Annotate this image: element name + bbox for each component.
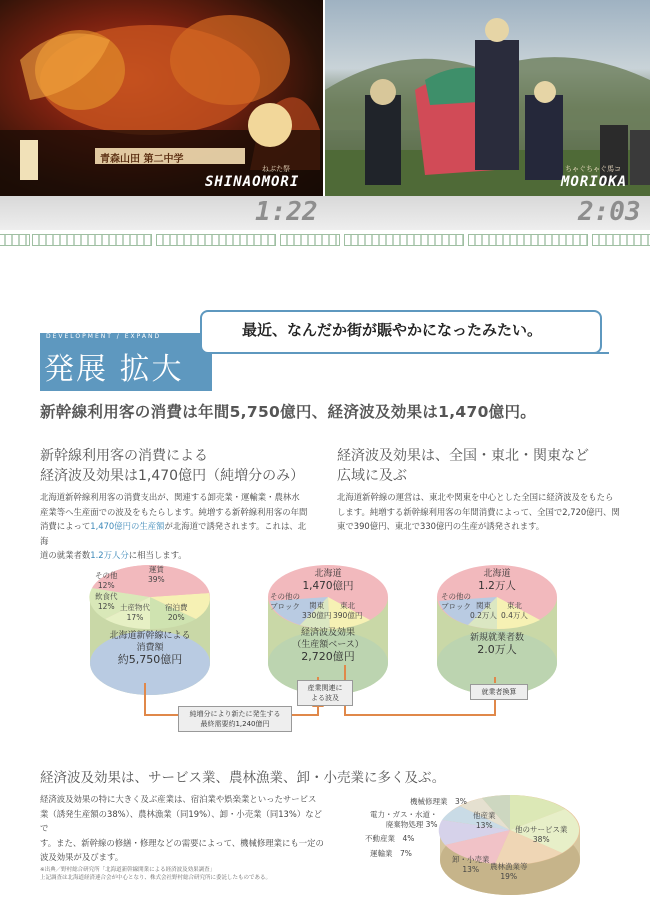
right-column-title — [337, 446, 589, 486]
highlight-text: 1,470億円の生産額 — [90, 521, 165, 531]
pie-center-effect — [283, 627, 373, 663]
photo-nebuta-festival — [0, 0, 323, 196]
divider-line — [212, 352, 609, 354]
pie-label-kanto — [302, 601, 331, 621]
travel-time-band — [0, 196, 650, 230]
pie-top-hokkaido — [467, 568, 527, 592]
label-text: 北海道 — [483, 569, 511, 579]
label-value: 1,470億円 — [302, 580, 354, 592]
tag-text: 純増分により新たに発生する — [189, 710, 281, 718]
pie-center-employment — [457, 632, 537, 656]
label-text: 廃棄物処理 — [385, 820, 424, 829]
pie-industry — [420, 790, 600, 910]
body-text: に相当します。 — [128, 550, 187, 560]
label-value: 12% — [97, 581, 115, 590]
body-line — [40, 519, 310, 548]
label-text: 土産物代 — [120, 603, 150, 612]
label-value: 20% — [167, 613, 185, 622]
label-value: 7% — [400, 849, 412, 858]
label-text: その他の — [441, 592, 471, 601]
label-text: 機械修理業 — [410, 797, 448, 806]
pie4-label-retail — [452, 855, 490, 875]
train-rail-decoration — [0, 234, 650, 248]
section-badge-title: 発展 拡大 — [44, 352, 184, 387]
body-text: 道の就業者数 — [40, 550, 91, 560]
pie-label-other-blocks — [270, 592, 300, 612]
title-line: 経済波及効果は1,470億円（純増分のみ） — [40, 468, 305, 484]
label-text: 飲食代 — [95, 592, 118, 601]
section-badge-english: DEVELOPMENT / EXPAND — [46, 333, 162, 340]
label-text: 運賃 — [148, 565, 164, 574]
label-value: 12% — [97, 602, 115, 611]
pie-label-tohoku — [333, 601, 362, 621]
pie-label-other-blocks — [441, 592, 471, 612]
city-name-label: MORIOKA — [561, 174, 628, 190]
bottom-headline: 経済波及効果は、サービス業、農林漁業、卸・小売業に多く及ぶ。 — [40, 770, 446, 786]
label-text: その他の — [270, 592, 300, 601]
flow-tag-employment-conversion: 就業者換算 — [470, 684, 528, 700]
pie4-label-real-estate — [365, 834, 414, 844]
center-text: 経済波及効果 — [300, 628, 355, 638]
body-line: 東で390億円、東北で330億円の生産が誘発されます。 — [337, 521, 545, 531]
label-text: 東北 — [340, 601, 356, 610]
label-value: 3% — [455, 797, 467, 806]
pie4-label-machine — [410, 797, 467, 807]
travel-time-aomori: 1:22 — [255, 197, 318, 227]
center-value: 約5,750億円 — [117, 653, 183, 666]
label-value: 19% — [500, 872, 518, 881]
label-text: ブロック — [441, 602, 471, 611]
body-line: します。純増する新幹線利用客の年間消費によって、全国で2,720億円、関 — [337, 506, 620, 517]
label-value: 4% — [402, 834, 415, 843]
title-line: 新幹線利用客の消費による — [40, 448, 208, 464]
pie-label-kanto — [470, 601, 497, 621]
label-text: 運輸業 — [370, 849, 393, 858]
body-line: 産業等へ生産面での波及をもたらします。純増する新幹線利用客の年間 — [40, 506, 308, 517]
source-note — [40, 866, 271, 882]
city-name-label: SHINAOMORI — [205, 174, 300, 190]
photo-banner-text: 青森山田 第二中学 — [100, 154, 184, 165]
label-value: 13% — [462, 865, 480, 874]
note-line: ※出典／野村総合研究所「北海道新幹線開業による経済波及効果調査」 — [40, 867, 216, 873]
pie-label-food — [95, 592, 118, 612]
center-value: 2,720億円 — [301, 650, 355, 663]
label-value: 38% — [532, 835, 550, 844]
center-value: 2.0万人 — [477, 643, 517, 656]
label-text: 宿泊費 — [165, 603, 188, 612]
body-line: 業（誘発生産額の38%）、農林漁業（同19%）、卸・小売業（同13%）などで — [40, 808, 322, 833]
left-column-body — [40, 490, 310, 563]
right-column-body — [337, 490, 627, 534]
pie4-label-other-services — [515, 825, 568, 845]
section-headline: 新幹線利用客の消費は年間5,750億円、経済波及効果は1,470億円。 — [40, 403, 537, 421]
label-text: 卸・小売業 — [452, 855, 490, 864]
label-text: 関東 — [309, 601, 325, 610]
pie4-label-utilities — [370, 810, 438, 830]
pie4-label-transport — [370, 849, 412, 859]
label-text: 他産業 — [473, 811, 496, 820]
label-text: 他のサービス業 — [515, 825, 568, 834]
label-value: 39% — [148, 575, 165, 584]
body-line: 北海道新幹線利用客の消費支出が、関連する卸売業・運輸業・農林水 — [40, 492, 300, 502]
pie4-label-agriculture — [490, 862, 528, 882]
body-line: 経済波及効果の特に大きく及ぶ産業は、宿泊業や娯楽業といったサービス — [40, 794, 317, 804]
label-text: その他 — [95, 571, 118, 580]
pie-label-transport — [148, 565, 165, 585]
bottom-body — [40, 792, 330, 865]
tag-text: よる波及 — [311, 694, 339, 702]
label-value: 17% — [126, 613, 144, 622]
city-subtitle: ねぶた祭 — [262, 165, 290, 173]
flow-tag-final-demand — [178, 706, 292, 732]
center-text: 新規就業者数 — [469, 633, 524, 643]
label-text: 農林漁業等 — [490, 862, 528, 871]
pie-label-tohoku — [501, 601, 528, 621]
pie-label-other — [95, 571, 118, 591]
pie4-label-other-industry — [473, 811, 496, 831]
center-text: （生産額ベース） — [292, 640, 364, 650]
label-value: 1.2万人 — [478, 580, 516, 592]
body-text: 消費によって — [40, 521, 91, 531]
photo-chagu-chagu-festival — [325, 0, 650, 196]
callout-text: 最近、なんだか街が賑やかになったみたい。 — [242, 321, 543, 339]
body-line: す。また、新幹線の修繕・修理などの需要によって、機械修理業にも一定の — [40, 837, 324, 848]
label-value: 330億円 — [302, 611, 332, 620]
body-line: 北海道新幹線の運営は、東北や関東を中心とした全国に経済波及をもたら — [337, 492, 614, 502]
label-value: 0.4万人 — [501, 611, 528, 620]
label-text: ブロック — [270, 602, 300, 611]
flow-tag-industry-ripple — [297, 680, 353, 706]
label-value: 13% — [475, 821, 493, 830]
pie-top-hokkaido — [298, 568, 358, 592]
label-text: 東北 — [506, 601, 522, 610]
center-text: 消費額 — [136, 643, 164, 653]
label-value: 3% — [425, 820, 438, 829]
title-line: 経済波及効果は、全国・東北・関東など — [337, 448, 589, 464]
tag-text: 最終需要約1,240億円 — [200, 720, 270, 728]
label-value: 0.2万人 — [470, 611, 497, 620]
pie-label-souvenir — [120, 603, 150, 623]
travel-time-morioka: 2:03 — [578, 197, 641, 227]
center-text: 北海道新幹線による — [109, 631, 191, 641]
body-line: 波及効果が及びます。 — [40, 852, 124, 862]
title-line: 広域に及ぶ — [337, 468, 407, 484]
label-text: 電力・ガス・水道・ — [370, 810, 438, 819]
pie-center-consumption — [100, 630, 200, 666]
highlight-text: 1.2万人分 — [90, 550, 129, 560]
label-text: 不動産業 — [365, 834, 395, 843]
left-column-title — [40, 446, 304, 486]
city-subtitle: ちゃぐちゃぐ馬コ — [565, 165, 621, 173]
note-line: 上記調査は北海道経済連合会が中心となり、株式会社野村総合研究所に委託したものである。 — [40, 875, 272, 881]
label-text: 北海道 — [314, 569, 342, 579]
label-value: 390億円 — [333, 611, 363, 620]
body-text: が北海道で誘発されます。これは、北海 — [40, 521, 307, 546]
tag-text: 産業関連に — [307, 684, 343, 692]
label-text: 関東 — [475, 601, 491, 610]
pie-label-hotel — [165, 603, 188, 623]
